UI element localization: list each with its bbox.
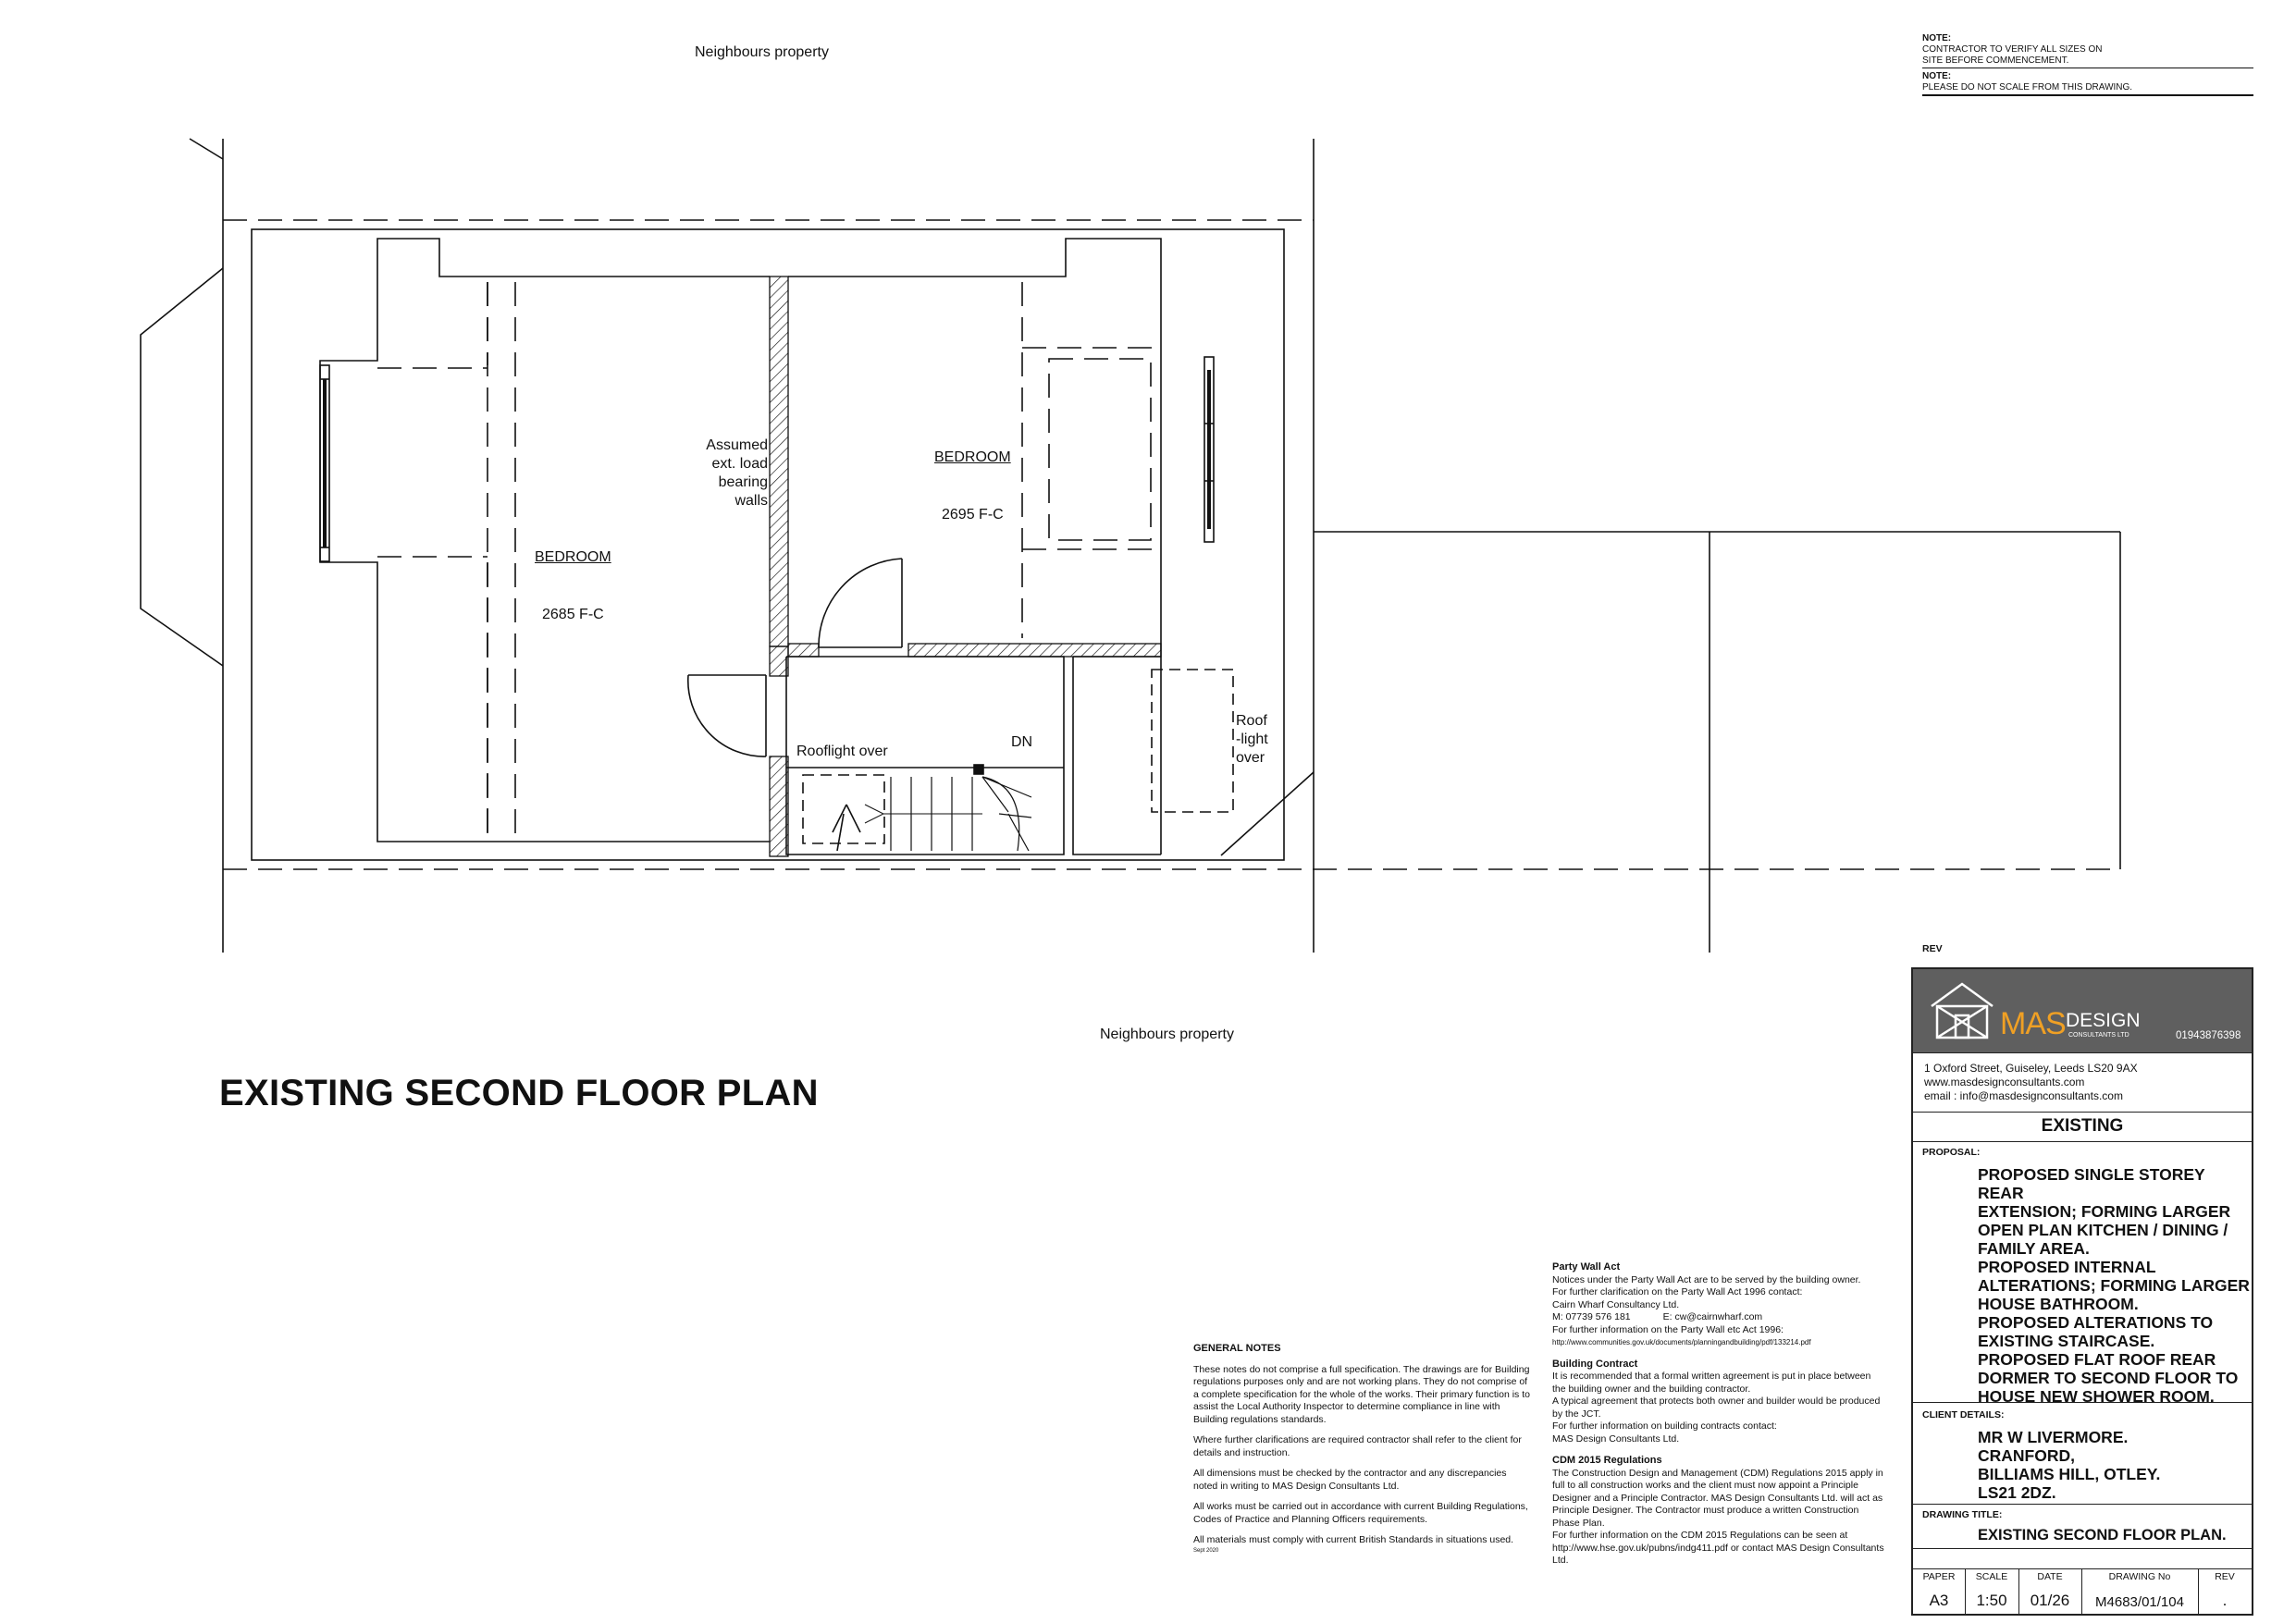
bedroom-right-height: 2695 F-C <box>942 507 1004 523</box>
address-line: 1 Oxford Street, Guiseley, Leeds LS20 9AX <box>1924 1062 2138 1075</box>
load-bearing-wall-hatch <box>770 277 1161 856</box>
assumed-walls-note: Assumed ext. load bearing walls <box>706 437 768 509</box>
bedroom-left-label: BEDROOM <box>535 549 611 565</box>
proposal-section: PROPOSAL: PROPOSED SINGLE STOREY REAR EXTENSION; FORMING LARGER OPEN PLAN KITCHEN / DINING / FAMILY AREA. PROPOSED INTERNAL ALTERATIONS; FORMING LARGER HOUSE BATHROOM. PROPOSED ALTERATIONS TO EXISTING STAIRCASE. PROPOSED FLAT ROOF REAR DORMER TO SECOND FLOOR TO HOUSE NEW SHOWER ROOM. <box>1913 1141 2252 1403</box>
drawing-title-section: DRAWING TITLE: EXISTING SECOND FLOOR PLAN. <box>1913 1504 2252 1549</box>
drawing-number-cell: DRAWING No M4683/01/104 <box>2081 1569 2199 1614</box>
drawing-info-table <box>1913 1568 2252 1614</box>
drawing-title-block: EXISTING SECOND FLOOR PLAN. <box>1978 1527 2227 1543</box>
stair-down-label: DN <box>1011 734 1033 750</box>
left-room-wall <box>320 239 770 842</box>
logo-design: DESIGN <box>2066 1010 2141 1031</box>
house-logo-icon <box>1928 978 1996 1043</box>
stair-treads <box>865 777 1031 851</box>
general-notes: GENERAL NOTES These notes do not comprise a full specification. The drawings are for Building regulations purposes only and are not working plans. They do not comprise of a complete specification for the whole of the works. Their primary function is to assist the Local Authority Inspector to determine compliance in line with Building regulations standards. Where further clarifications are required contractor shall refer to the client for details and instruction. All dimensions must be checked by the contractor and any discrepancies noted in writing to MAS Design Consultants Ltd. All works must be carried out in accordance with current Building Regulations, Codes of Practice and Planning Officers requirements. All materials must comply with current British Standards in situations used. Sept 2020 <box>1193 1343 1530 1554</box>
right-room-wall <box>788 239 1161 638</box>
date-cell: DATE 01/26 <box>2018 1569 2082 1614</box>
website-link[interactable]: www.masdesignconsultants.com <box>1924 1076 2085 1088</box>
window-left <box>320 365 329 561</box>
logo-sub: CONSULTANTS LTD <box>2068 1032 2129 1039</box>
status-section <box>1913 1112 2252 1142</box>
status-label: EXISTING <box>2041 1116 2124 1136</box>
scale-cell: SCALE 1:50 <box>1965 1569 2019 1614</box>
neighbours-label-top: Neighbours property <box>695 44 829 60</box>
door-swing-left <box>688 675 766 756</box>
logo-band <box>1913 969 2252 1053</box>
rooflight-left-label: Rooflight over <box>796 744 888 759</box>
paper-cell: PAPER A3 <box>1913 1569 1966 1614</box>
neighbours-label-bottom: Neighbours property <box>1100 1027 1234 1042</box>
proposal-text: PROPOSED SINGLE STOREY REAR EXTENSION; FORMING LARGER OPEN PLAN KITCHEN / DINING / FAMILY AREA. PROPOSED INTERNAL ALTERATIONS; FORMING LARGER HOUSE BATHROOM. PROPOSED ALTERATIONS TO EXISTING STAIRCASE. PROPOSED FLAT ROOF REAR DORMER TO SECOND FLOOR TO HOUSE NEW SHOWER ROOM. <box>1978 1165 2250 1406</box>
revision-cell: REV . <box>2215 1571 2235 1609</box>
stair-newel <box>974 765 983 774</box>
bedroom-right-label: BEDROOM <box>934 449 1011 465</box>
logo-mas: MAS <box>2000 1006 2066 1041</box>
client-section: CLIENT DETAILS: MR W LIVERMORE. CRANFORD, BILLIAMS HILL, OTLEY. LS21 2DZ. <box>1913 1402 2252 1505</box>
rooflight-right-label: Roof -light over <box>1236 713 1268 766</box>
email-link[interactable]: email : info@masdesignconsultants.com <box>1924 1089 2123 1102</box>
logo-phone: 01943876398 <box>2176 1030 2241 1041</box>
window-right <box>1204 357 1214 542</box>
client-text: MR W LIVERMORE. CRANFORD, BILLIAMS HILL, OTLEY. LS21 2DZ. <box>1978 1428 2161 1502</box>
rev-label: REV <box>1922 943 1943 954</box>
top-notes: NOTE: CONTRACTOR TO VERIFY ALL SIZES ON SITE BEFORE COMMENCEMENT. NOTE: PLEASE DO NOT SCALE FROM THIS DRAWING. <box>1922 33 2253 99</box>
outer-wall <box>252 229 1284 860</box>
rooflight-right <box>1152 670 1233 812</box>
neighbour-bay <box>141 268 223 666</box>
bedroom-left-height: 2685 F-C <box>542 607 604 622</box>
door-swing-right <box>819 559 902 647</box>
title-block <box>1911 967 2253 1616</box>
legal-notes: Party Wall Act Notices under the Party Wall Act are to be served by the building owner. For further clarification on the Party Wall Act 1996 contact: Cairn Wharf Consultancy Ltd. M: 07739 576 181 E: cw@cairnwharf.com For further information on the Party Wall etc Act 1996: http://www.communities.gov.uk/documents/planningandbuilding/pdf/133214.pdf Building Contract It is recommended that a formal written agreement is put in place between the building owner and the building contractor. A typical agreement that protects both owner and builder would be produced by the JCT. For further information on building contracts contact: MAS Design Consultants Ltd. CDM 2015 Regulations The Construction Design and Management (CDM) Regulations 2015 apply in full to all construction works and the client must now appoint a Principle Designer and a Principle Contractor. MAS Design Consultants Ltd. will act as Principle Designer. The Contractor must produce a written Construction Phase Plan. For further information on the CDM 2015 Regulations can be seen at http://www.hse.gov.uk/pubns/indg411.pdf or contact MAS Design Consultants Ltd. <box>1552 1261 1884 1566</box>
address-section <box>1913 1052 2252 1113</box>
drawing-title-main: EXISTING SECOND FLOOR PLAN <box>219 1073 819 1113</box>
